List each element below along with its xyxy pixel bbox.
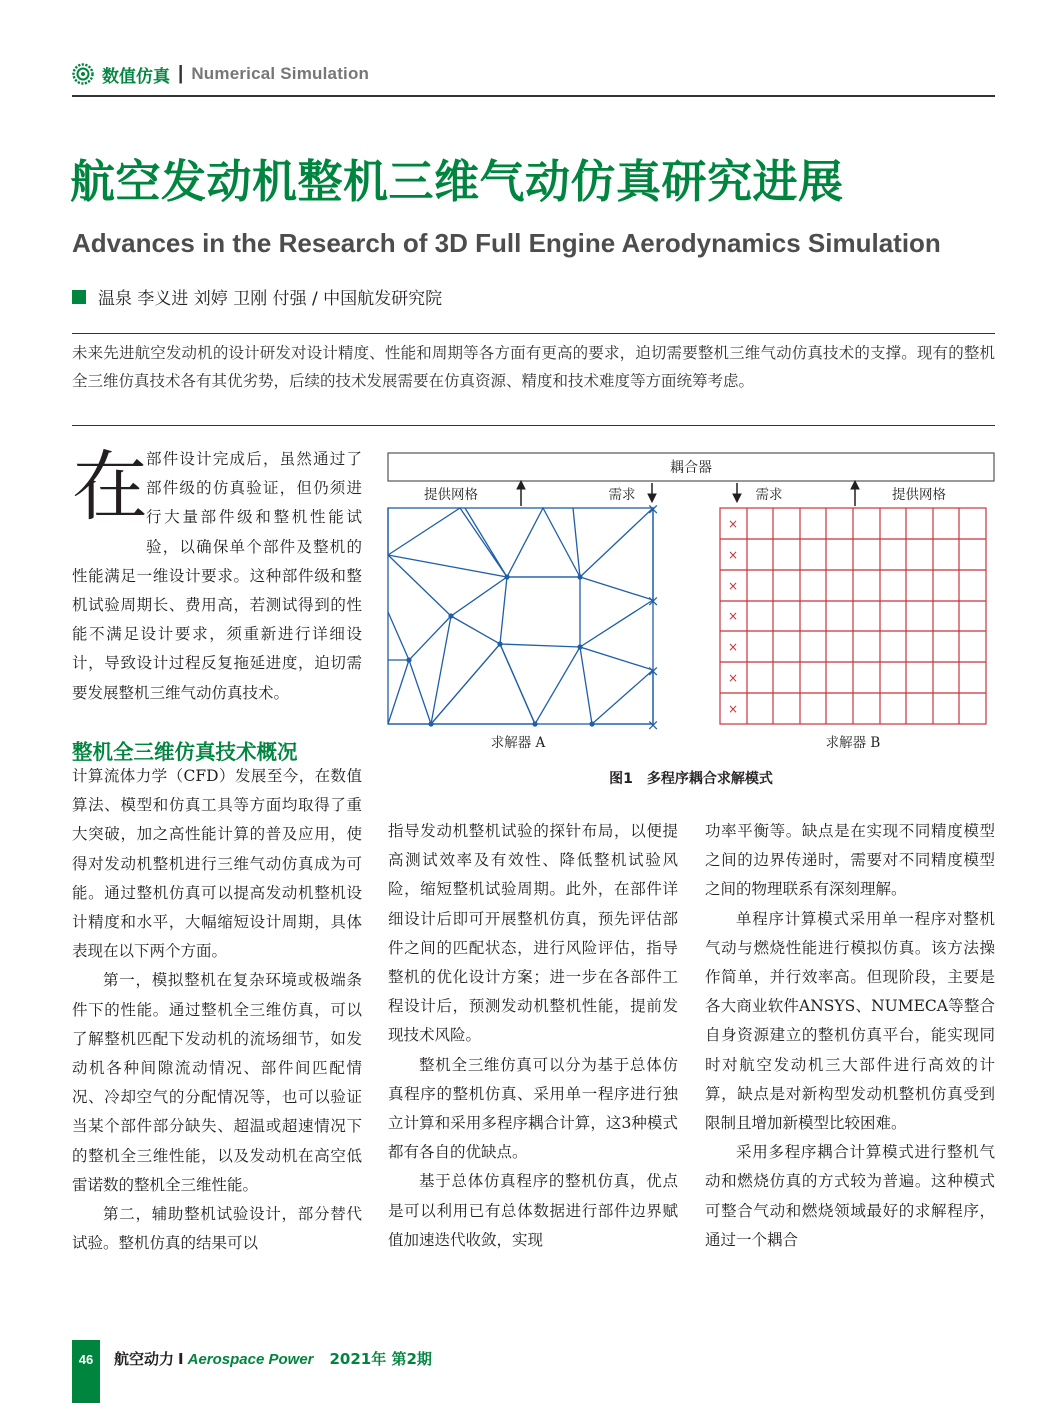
- svg-text:×: ×: [646, 592, 660, 610]
- paragraph: 指导发动机整机试验的探针布局，以便提高测试效率及有效性、降低整机试验风险，缩短整机试验周期。此外，在部件详细设计后即可开展整机仿真，预先评估部件之间的匹配状态，进行风险评估，指导整机的优化设计方案；进一步在各部件工程设计后，预测发动机整机性能，提前发现技术风险。: [388, 822, 678, 1045]
- drop-cap: 在: [72, 442, 148, 531]
- header-separator: |: [178, 63, 184, 84]
- journal-name: [114, 1348, 432, 1369]
- section-heading: 整机全三维仿真技术概况: [72, 740, 298, 764]
- article-title: 航空发动机整机三维气动仿真研究进展: [70, 155, 844, 208]
- footer-bar: [72, 1340, 100, 1403]
- paragraph: 第一，模拟整机在复杂环境或极端条件下的性能。通过整机全三维仿真，可以了解整机匹配下发动机的流场细节，如发动机各种间隙流动情况、部件间匹配情况、冷却空气的分配情况等，也可以验证当某个部件部分缺失、超温或超速情况下的整机全三维性能，以及发动机在高空低雷诺数的整机全三维性能。: [72, 971, 362, 1194]
- intro-paragraph: [72, 442, 362, 708]
- paragraph: 第二，辅助整机试验设计，部分替代试验。整机仿真的结果可以: [72, 1205, 362, 1253]
- abstract-top-rule: [72, 333, 995, 334]
- coupler-label: 耦合器: [670, 460, 712, 476]
- boundary-markers-b: [728, 517, 738, 716]
- svg-text:×: ×: [727, 579, 739, 593]
- arrow-up-icon: [851, 481, 859, 506]
- journal-separator: I: [178, 1350, 184, 1368]
- arrow-down-icon: [733, 483, 741, 502]
- intro-text: 部件设计完成后，虽然通过了部件级的仿真验证，但仍须进行大量部件级和整机性能试验，以确保单个部件及整机的性能满足一维设计要求。这种部件级和整机试验周期长、费用高，若测试得到的性能不满足设计要求，须重新进行详细设计，导致设计过程反复拖延进度，迫切需要发展整机三维气动仿真技术。: [72, 450, 362, 702]
- svg-text:×: ×: [727, 640, 739, 654]
- header-rule: [72, 95, 995, 97]
- right-provide-label: 提供网格: [892, 487, 946, 503]
- svg-text:×: ×: [646, 662, 660, 680]
- section-name-cn: 数值仿真: [102, 66, 170, 87]
- svg-text:×: ×: [727, 609, 739, 623]
- green-ring-logo-icon: [72, 63, 94, 85]
- svg-text:×: ×: [727, 671, 739, 685]
- column-2-text: [388, 817, 678, 1255]
- abstract-bottom-rule: [72, 425, 995, 426]
- svg-text:×: ×: [727, 702, 739, 716]
- coupling-figure: [385, 450, 997, 765]
- paragraph: 基于总体仿真程序的整机仿真，优点是可以利用已有总体数据进行部件边界赋值加速迭代收敛，实现: [388, 1172, 678, 1249]
- column-3-text: [705, 817, 995, 1255]
- svg-text:×: ×: [727, 548, 739, 562]
- journal-cn: 航空动力: [114, 1350, 175, 1368]
- solver-a-label: 求解器 A: [490, 735, 546, 751]
- article-subtitle: Advances in the Research of 3D Full Engine Aerodynamics Simulation: [72, 228, 941, 258]
- authors-text: 温泉 李义进 刘婷 卫刚 付强 / 中国航发研究院: [98, 289, 443, 309]
- paragraph: 计算流体力学（CFD）发展至今，在数值算法、模型和仿真工具等方面均取得了重大突破，加之高性能计算的普及应用，使得对发动机整机进行三维气动仿真成为可能。通过整机仿真可以提高发动机整机设计精度和水平，大幅缩短设计周期，具体表现在以下两个方面。: [72, 767, 362, 961]
- paragraph: 整机全三维仿真可以分为基于总体仿真程序的整机仿真、采用单一程序进行独立计算和采用多程序耦合计算，这3种模式都有各自的优缺点。: [388, 1055, 678, 1162]
- paragraph: 单程序计算模式采用单一程序对整机气动与燃烧性能进行模拟仿真。该方法操作简单，并行效率高。但现阶段，主要是各大商业软件ANSYS、NUMECA等整合自身资源建立的整机仿真平台，能实现同时对航空发动机三大部件进行高效的计算，缺点是对新构型发动机整机仿真受到限制且增加新模型比较困难。: [705, 909, 995, 1133]
- abstract: 未来先进航空发动机的设计研发对设计精度、性能和周期等各方面有更高的要求，迫切需要整机三维气动仿真技术的支撑。现有的整机全三维仿真技术各有其优劣势，后续的技术发展需要在仿真资源、精度和技术难度等方面统筹考虑。: [72, 344, 995, 390]
- svg-text:×: ×: [646, 500, 660, 518]
- svg-text:×: ×: [646, 716, 660, 734]
- svg-text:×: ×: [727, 517, 739, 531]
- green-square-icon: [72, 290, 86, 304]
- solver-b-label: 求解器 B: [825, 735, 881, 751]
- figure-caption: 图1 多程序耦合求解模式: [609, 771, 773, 787]
- page-number: 46: [78, 1352, 94, 1367]
- authors-line: [72, 284, 442, 309]
- journal-en: Aerospace Power: [187, 1351, 314, 1368]
- left-demand-label: 需求: [608, 487, 636, 503]
- paragraph: 功率平衡等。缺点是在实现不同精度模型之间的边界传递时，需要对不同精度模型之间的物理联系有深刻理解。: [705, 822, 995, 899]
- solver-a-mesh: [388, 508, 653, 724]
- arrow-up-icon: [517, 481, 525, 506]
- page-footer: [72, 1340, 995, 1403]
- column-1-text: [72, 762, 362, 1258]
- left-provide-label: 提供网格: [424, 487, 478, 503]
- solver-b-grid: [720, 508, 986, 724]
- section-name-en: Numerical Simulation: [191, 64, 370, 83]
- journal-issue: 2021年 第2期: [329, 1350, 432, 1368]
- section-header: [72, 60, 369, 88]
- right-demand-label: 需求: [755, 487, 783, 503]
- paragraph: 采用多程序耦合计算模式进行整机气动和燃烧仿真的方式较为普遍。这种模式可整合气动和燃烧领域最好的求解程序，通过一个耦合: [705, 1143, 995, 1249]
